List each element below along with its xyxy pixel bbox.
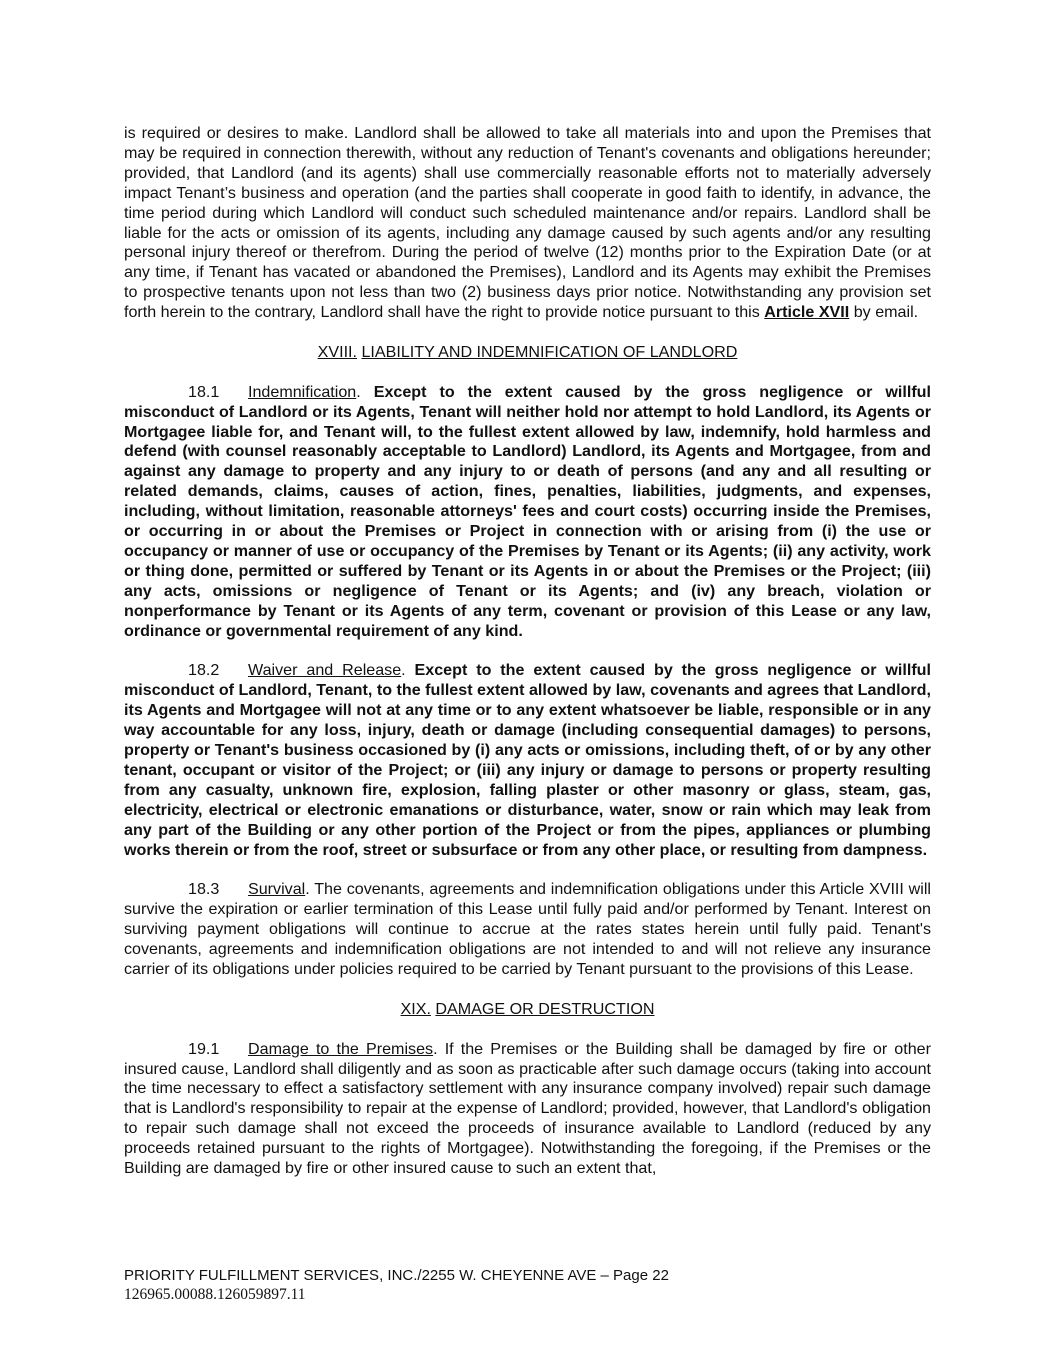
page-footer bbox=[124, 1266, 931, 1304]
section-18-2-text: Except to the extent caused by the gross negligence or willful misconduct of Landlord, Tenant, to the fullest extent allowed by law, covenants and agrees that Landlord, its Agents and Mortgagee will not at any time or to any extent whatsoever be liable, responsible or in any way accountable for any loss, injury, death or damage (including consequential damages) to persons, property or Tenant's business occasioned by (i) any acts or omissions, including theft, of or by any other tenant, occupant or visitor of the Project; or (iii) any injury or damage to persons or property resulting from any casualty, unknown fire, explosion, falling plaster or other masonry or glass, steam, gas, electricity, electrical or electronic emanations or disturbance, water, snow or rain which may leak from any part of the Building or any other portion of the Project or from the pipes, appliances or plumbing works therein or from the roof, street or subsurface or from any other place, or resulting from dampness. bbox=[124, 661, 931, 859]
section-18-2-title: Waiver and Release bbox=[248, 661, 402, 680]
document-body bbox=[124, 124, 931, 1179]
article-18-number: XVIII. bbox=[317, 342, 357, 361]
section-19-1-text: If the Premises or the Building shall be damaged by fire or other insured cause, Landlord shall diligently and as soon as practicable after such damage occurs (taking into account the time necessary to effect a satisfactory settlement with any insurance company involved) repair such damage that is Landlord's responsibility to repair at the expense of Landlord; provided, however, that Landlord's obligation to repair such damage shall not exceed the proceeds of insurance available to Landlord (reduced by any proceeds retained pursuant to the rights of Mortgagee). Notwithstanding the foregoing, if the Premises or the Building are damaged by fire or other insured cause to such an extent that, bbox=[124, 1039, 931, 1178]
section-18-2-number: 18.2 bbox=[188, 661, 220, 680]
section-19-1: 19.1 Damage to the Premises. If the Premises or the Building shall be damaged by fire or other insured cause, Landlord shall diligently and as soon as practicable after such damage occurs (taking into account the time necessary to effect a satisfactory settlement with any insurance company involved) repair such damage that is Landlord's responsibility to repair at the expense of Landlord; provided, however, that Landlord's obligation to repair such damage shall not exceed the proceeds of insurance available to Landlord (reduced by any proceeds retained pursuant to the rights of Mortgagee). Notwithstanding the foregoing, if the Premises or the Building are damaged by fire or other insured cause to such an extent that, bbox=[124, 1039, 931, 1178]
intro-text: is required or desires to make. Landlord shall be allowed to take all materials into and upon the Premises that may be required in connection therewith, without any reduction of Tenant's covenants and obligations hereunder; provided, that Landlord (and its agents) shall use commercially reasonable efforts not to materially adversely impact Tenant’s business and operation (and the parties shall cooperate in good faith to identify, in advance, the time period during which Landlord will conduct such scheduled maintenance and/or repairs. Landlord shall be liable for the acts or omission of its agents, including any damage caused by such agents and/or any resulting personal injury thereof or therefrom. During the period of twelve (12) months prior to the Expiration Date (or at any time, if Tenant has vacated or abandoned the Premises), Landlord and its Agents may exhibit the Premises to prospective tenants upon not less than two (2) business days prior notice. Notwithstanding any provision set forth herein to the contrary, Landlord shall have the right to provide notice pursuant to this bbox=[124, 124, 931, 322]
section-18-3: 18.3 Survival. The covenants, agreements and indemnification obligations under this Article XVIII will survive the expiration or earlier termination of this Lease until fully paid and/or performed by Tenant. Interest on surviving payment obligations will continue to accrue at the rates states herein until fully paid. Tenant's covenants, agreements and indemnification obligations are not intended to and will not relieve any insurance carrier of its obligations under policies required to be carried by Tenant pursuant to the provisions of this Lease. bbox=[124, 880, 931, 978]
article-reference: Article XVII bbox=[764, 303, 850, 322]
section-19-1-number: 19.1 bbox=[188, 1039, 220, 1058]
section-18-1-text: Except to the extent caused by the gross negligence or willful misconduct of Landlord or its Agents, Tenant will neither hold nor attempt to hold Landlord, its Agents or Mortgagee liable for, and Tenant will, to the fullest extent allowed by law, indemnify, hold harmless and defend (with counsel reasonably acceptable to Landlord) Landlord, its Agents and Mortgagee, from and against any damage to property and any injury to or death of persons (and any and all resulting or related demands, claims, causes of action, fines, penalties, liabilities, judgments, and expenses, including, without limitation, reasonable attorneys' fees and court costs) occurring inside the Premises, or occurring in or about the Premises or Project in connection with or arising from (i) the use or occupancy or manner of use or occupancy of the Premises by Tenant or its Agents; (ii) any activity, work or thing done, permitted or suffered by Tenant or its Agents in or about the Premises or the Project; (iii) any acts, omissions or negligence of Tenant or its Agents; and (iv) any breach, violation or nonperformance by Tenant or its Agents of any term, covenant or provision of this Lease or any law, ordinance or governmental requirement of any kind. bbox=[124, 382, 931, 640]
section-18-1-title: Indemnification bbox=[248, 382, 357, 401]
section-18-3-number: 18.3 bbox=[188, 880, 220, 899]
section-18-3-title: Survival bbox=[248, 880, 306, 899]
footer-title: PRIORITY FULFILLMENT SERVICES, INC./2255 W. CHEYENNE AVE – Page 22 bbox=[124, 1267, 669, 1284]
intro-paragraph bbox=[124, 124, 931, 323]
article-18-heading bbox=[124, 343, 931, 363]
article-18-title: LIABILITY AND INDEMNIFICATION OF LANDLORD bbox=[361, 342, 738, 361]
section-18-1-number: 18.1 bbox=[188, 382, 220, 401]
section-18-3-text: The covenants, agreements and indemnification obligations under this Article XVIII will survive the expiration or earlier termination of this Lease until fully paid and/or performed by Tenant. Interest on surviving payment obligations will continue to accrue at the rates states herein until fully paid. Tenant's covenants, agreements and indemnification obligations are not intended to and will not relieve any insurance carrier of its obligations under policies required to be carried by Tenant pursuant to the provisions of this Lease. bbox=[124, 880, 931, 978]
section-18-2: 18.2 Waiver and Release. Except to the extent caused by the gross negligence or willful misconduct of Landlord, Tenant, to the fullest extent allowed by law, covenants and agrees that Landlord, its Agents and Mortgagee will not at any time or to any extent whatsoever be liable, responsible or in any way accountable for any loss, injury, death or damage (including consequential damages) to persons, property or Tenant's business occasioned by (i) any acts or omissions, including theft, of or by any other tenant, occupant or visitor of the Project; or (iii) any injury or damage to persons or property resulting from any casualty, unknown fire, explosion, falling plaster or other masonry or glass, steam, gas, electricity, electrical or electronic emanations or disturbance, water, snow or rain which may leak from any part of the Building or any other portion of the Project or from the pipes, appliances or plumbing works therein or from the roof, street or subsurface or from any other place, or resulting from dampness. bbox=[124, 661, 931, 859]
section-18-1: 18.1 Indemnification. Except to the extent caused by the gross negligence or willful misconduct of Landlord or its Agents, Tenant will neither hold nor attempt to hold Landlord, its Agents or Mortgagee liable for, and Tenant will, to the fullest extent allowed by law, indemnify, hold harmless and defend (with counsel reasonably acceptable to Landlord) Landlord, its Agents and Mortgagee, from and against any damage to property and any injury to or death of persons (and any and all resulting or related demands, claims, causes of action, fines, penalties, liabilities, judgments, and expenses, including, without limitation, reasonable attorneys' fees and court costs) occurring inside the Premises, or occurring in or about the Premises or Project in connection with or arising from (i) the use or occupancy or manner of use or occupancy of the Premises by Tenant or its Agents; (ii) any activity, work or thing done, permitted or suffered by Tenant or its Agents in or about the Premises or the Project; (iii) any acts, omissions or negligence of Tenant or its Agents; and (iv) any breach, violation or nonperformance by Tenant or its Agents of any term, covenant or provision of this Lease or any law, ordinance or governmental requirement of any kind. bbox=[124, 382, 931, 640]
article-19-heading bbox=[124, 1000, 931, 1020]
article-19-title: DAMAGE OR DESTRUCTION bbox=[435, 999, 655, 1018]
document-number: 126965.00088.126059897.11 bbox=[124, 1286, 306, 1303]
section-19-1-title: Damage to the Premises bbox=[248, 1039, 434, 1058]
article-19-number: XIX. bbox=[400, 999, 431, 1018]
intro-end: by email. bbox=[849, 303, 919, 322]
